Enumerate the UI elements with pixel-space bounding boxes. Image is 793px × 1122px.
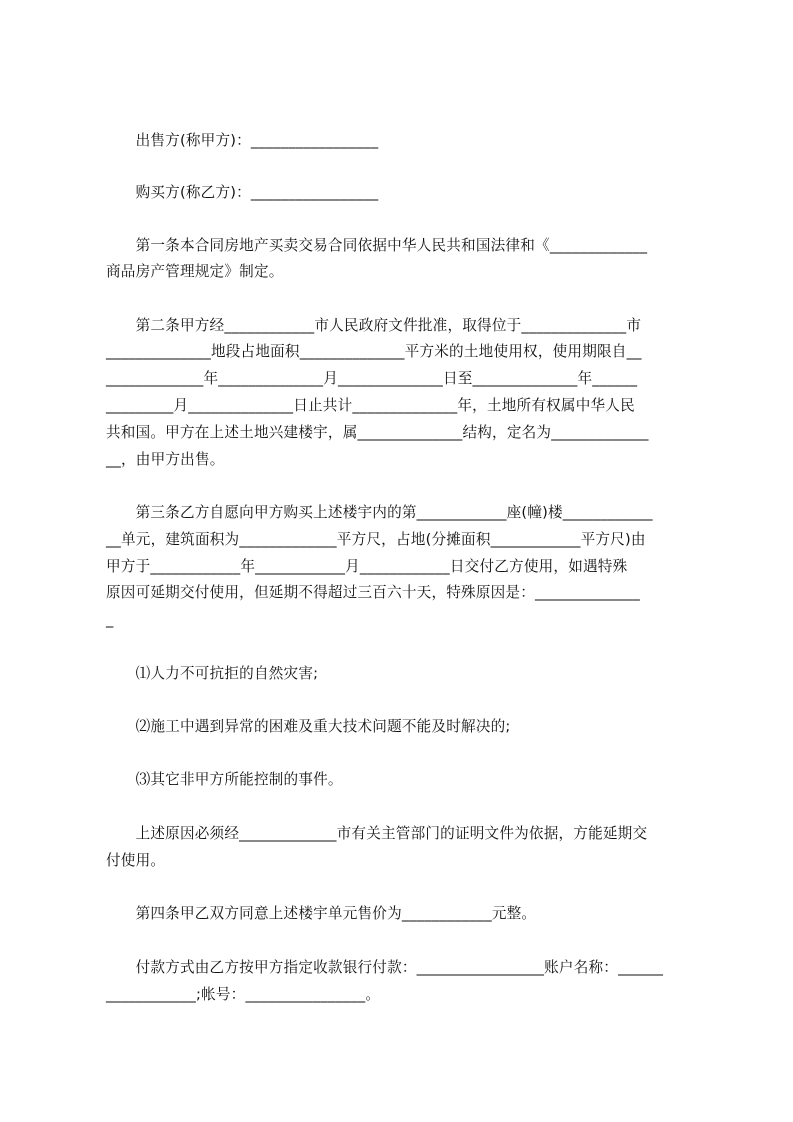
seller-line: 出售方(称甲方)：_________________ <box>106 132 379 149</box>
article-2-line-5: 共和国。甲方在上述土地兴建楼宇，属______________结构，定名为_____________ <box>106 424 649 441</box>
reason-proof-line-2: 付使用。 <box>106 852 166 869</box>
article-3-line-3: 甲方于____________年____________月____________日交付乙方使用，如遇特殊 <box>106 558 628 575</box>
reason-3-line: ⑶其它非甲方所能控制的事件。 <box>106 771 343 788</box>
article-3-line-2: __单元，建筑面积为_____________平方尺，占地(分摊面积____________平方尺)由 <box>106 531 646 548</box>
reason-proof-line-1: 上述原因必须经_____________市有关主管部门的证明文件为依据，方能延期交 <box>106 825 648 842</box>
reason-2-line: ⑵施工中遇到异常的困难及重大技术问题不能及时解决的; <box>106 718 511 735</box>
article-4-line: 第四条甲乙双方同意上述楼宇单元售价为____________元整。 <box>106 905 537 922</box>
reason-1-line: ⑴人力不可抗拒的自然灾害; <box>106 665 319 682</box>
payment-method-line-1: 付款方式由乙方按甲方指定收款银行付款：_________________账户名称：______ <box>106 959 664 976</box>
article-1-line-1: 第一条本合同房地产买卖交易合同依据中华人民共和国法律和《_____________ <box>106 237 648 254</box>
payment-method-line-2: ____________;帐号：________________。 <box>106 986 381 1003</box>
article-2-line-3: _____________年______________月______________日至______________年______ <box>106 370 638 387</box>
article-2-line-4: _________月______________日止共计______________年，土地所有权属中华人民 <box>106 397 635 414</box>
buyer-line: 购买方(称乙方)：_________________ <box>106 184 379 201</box>
article-3-line-1: 第三条乙方自愿向甲方购买上述楼宇内的第____________座(幢)楼____________ <box>106 504 653 521</box>
article-1-line-2: 商品房产管理规定》制定。 <box>106 263 284 280</box>
article-2-line-6: __，由甲方出售。 <box>106 451 225 468</box>
article-3-line-4: 原因可延期交付使用，但延期不得超过三百六十天，特殊原因是：______________ <box>106 584 640 601</box>
article-3-line-5: _ <box>106 611 114 628</box>
article-2-line-1: 第二条甲方经____________市人民政府文件批准，取得位于______________市 <box>106 317 642 334</box>
article-2-line-2: ______________地段占地面积______________平方米的土地使用权，使用期限自__ <box>106 343 642 360</box>
